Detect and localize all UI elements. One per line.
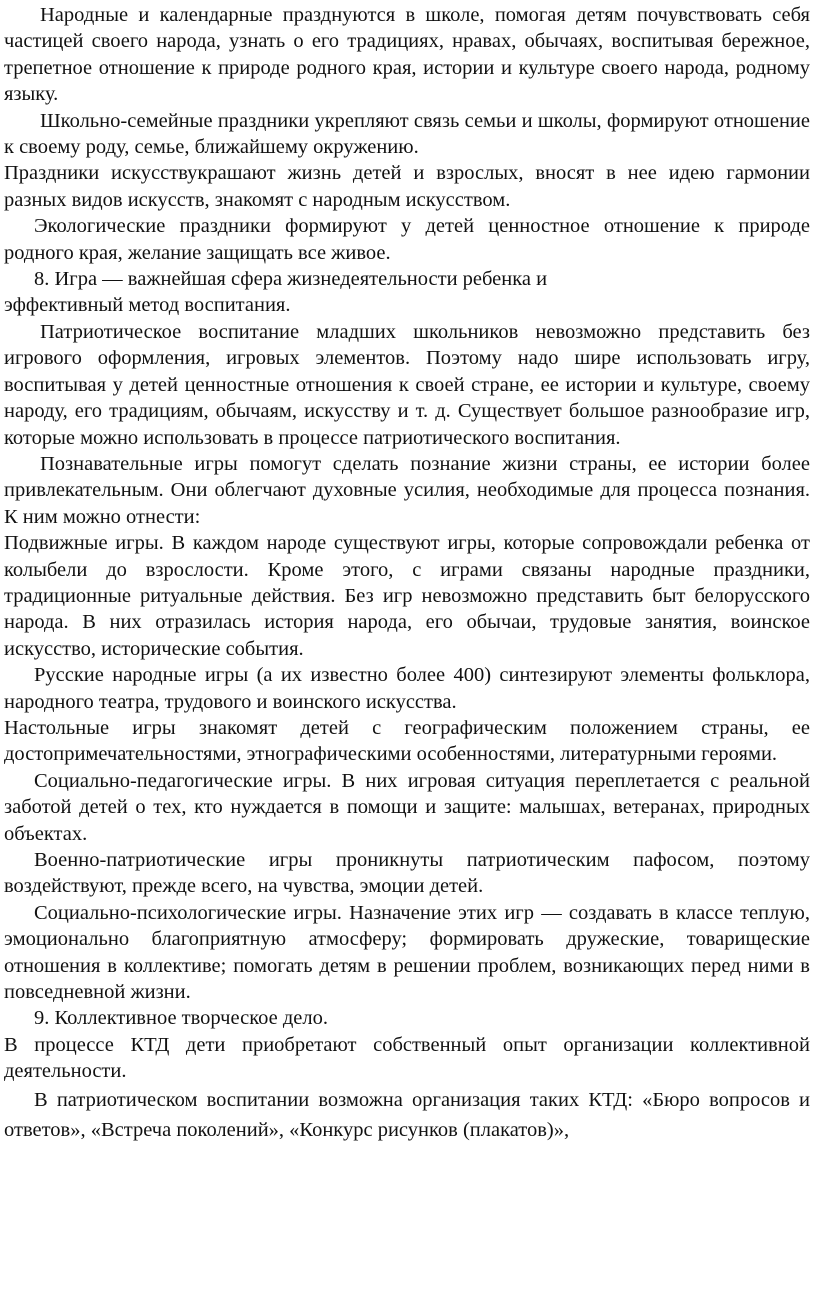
paragraph-school-family-holidays: Школьно-семейные праздники укрепляют связь семьи и школы, формируют отношение к своему роду, семье, ближайшему окружению. xyxy=(4,109,810,159)
paragraph-patriotic-education-games: Патриотическое воспитание младших школьников невозможно представить без игрового оформления, игровых элементов. Поэтому надо шире использовать игру, воспитывая у детей ценностные отношения к своей стране, ее истории и культуре, своему народу, его традициям, обычаям, искусству и т. д. Существует большое разнообразие игр, которые можно использовать в процессе патриотического воспитания. xyxy=(4,320,810,449)
paragraph-social-pedagogical-games: Социально-педагогические игры. В них игровая ситуация переплетается с реальной заботой детей о тех, кто нуждается в помощи и защите: малышах, ветеранах, природных объектах. xyxy=(4,769,810,845)
paragraph-military-patriotic-games: Военно-патриотические игры проникнуты патриотическим пафосом, поэтому воздействуют, прежде всего, на чувства, эмоции детей. xyxy=(4,849,810,898)
paragraph-folk-holidays: Народные и календарные празднуются в школе, помогая детям почувствовать себя частицей своего народа, узнать о его традициях, нравах, обычаях, воспитывая бережное, трепетное отношение к природе родного края, истории и культуре своего народа, родному языку. xyxy=(4,4,810,106)
paragraph-cognitive-games: Познавательные игры помогут сделать познание жизни страны, ее истории более привлекательным. Они облегчают духовные усилия, необходимые для процесса познания. К ним можно отнести: xyxy=(4,452,810,528)
paragraph-social-psychological-games: Социально-психологические игры. Назначение этих игр — создавать в классе теплую, эмоционально благоприятную атмосферу; формировать дружеские, товарищеские отношения в коллективе; помогать детям в решении проблем, возникающих перед ними в повседневной жизни. xyxy=(4,901,810,1004)
paragraph-outdoor-games: Подвижные игры. В каждом народе существуют игры, которые сопровождали ребенка от колыбели до взрослости. Кроме этого, с играми связаны народные праздники, традиционные ритуальные действия. Без игр невозможно представить быт белорусского народа. В них отразилась история народа, его обычаи, трудовые занятия, воинское искусство, исторические события. xyxy=(4,532,810,660)
paragraph-board-games: Настольные игры знакомят детей с географическим положением страны, ее достопримечательностями, этнографическими особенностями, литературными героями. xyxy=(4,716,810,766)
paragraph-russian-folk-games: Русские народные игры (а их известно более 400) синтезируют элементы фольклора, народного театра, трудового и воинского искусства. xyxy=(4,664,810,713)
paragraph-ktd-process: В процессе КТД дети приобретают собственный опыт организации коллективной деятельности. xyxy=(4,1033,810,1083)
heading-section-8-line-1: 8. Игра — важнейшая сфера жизнедеятельности ребенка и xyxy=(34,268,548,291)
paragraph-art-holidays: Праздники искусствукрашают жизнь детей и взрослых, вносят в нее идею гармонии разных видов искусств, знакомят с народным искусством. xyxy=(4,162,810,211)
heading-section-9: 9. Коллективное творческое дело. xyxy=(34,1007,328,1030)
heading-section-8-line-2: эффективный метод воспитания. xyxy=(4,294,291,317)
paragraph-ecological-holidays: Экологические праздники формируют у детей ценностное отношение к природе родного края, желание защищать все живое. xyxy=(4,215,810,264)
paragraph-ktd-examples: В патриотическом воспитании возможна организация таких КТД: «Бюро вопросов и ответов», «Встреча поколений», «Конкурс рисунков (плакатов)», xyxy=(4,1088,810,1141)
